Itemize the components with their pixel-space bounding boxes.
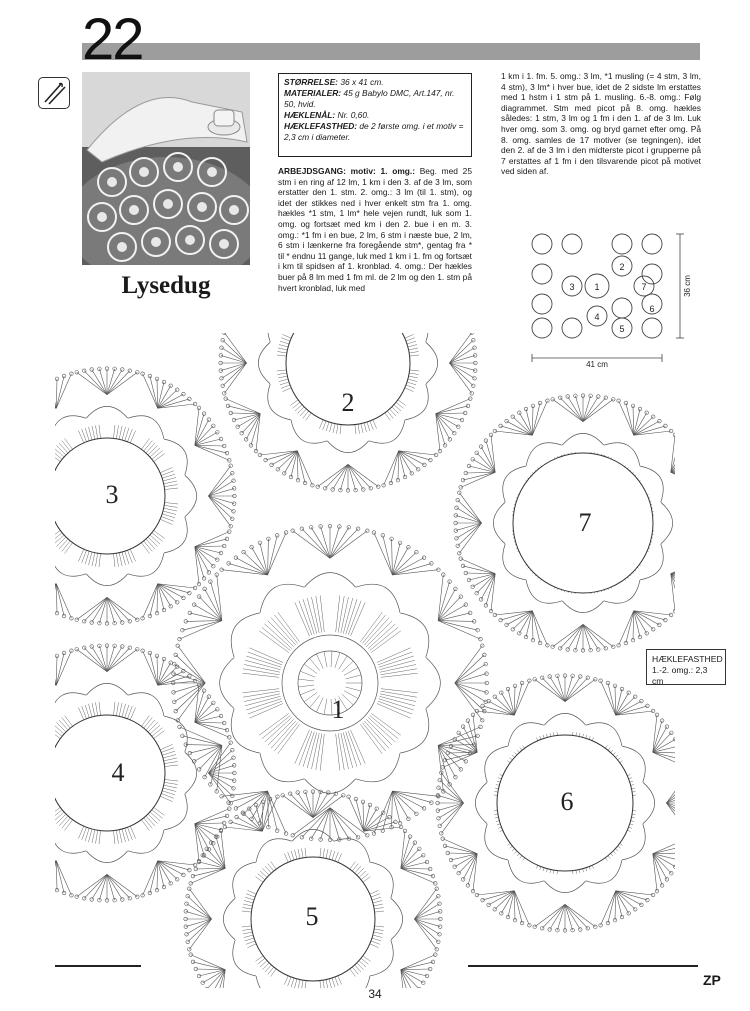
footer-rule-right	[468, 965, 698, 967]
mini-motif-7: 7	[641, 282, 647, 292]
height-label: 36 cm	[683, 275, 692, 297]
mini-motif-5: 5	[619, 324, 625, 334]
mini-motif-6: 6	[649, 304, 655, 314]
instructions-left-column	[278, 166, 472, 293]
header-bar	[82, 43, 700, 60]
crochet-chart	[55, 333, 675, 988]
size-value: 36 x 41 cm.	[340, 77, 384, 87]
motif-label-1: 1	[331, 695, 345, 724]
pattern-number: 22	[82, 7, 143, 72]
motif-label-4: 4	[111, 758, 125, 787]
motif-3	[55, 367, 236, 625]
gauge-value: 1.-2. omg.: 2,3 cm	[652, 665, 708, 686]
page-number: 34	[368, 987, 382, 1001]
gauge-title: HÆKLEFASTHED	[652, 654, 723, 664]
motif-6	[436, 674, 675, 932]
materials-label: MATERIALER:	[284, 88, 342, 98]
footer-rule-left	[55, 965, 141, 967]
motif-label-7: 7	[578, 508, 592, 537]
crochet-hook-icon	[38, 77, 70, 109]
hook-value: Nr. 0,60.	[337, 110, 370, 120]
gauge-value: de 2 første omg. i et motiv = 2,3 cm i diameter.	[284, 121, 464, 142]
corner-mark: ZP	[703, 972, 721, 988]
instructions-left-text: Beg. med 25 stm i en ring af 12 lm, 1 km i den 3. af de 3 lm, som erstatter den 1. stm. 2. omg.: 3 lm (til 1. stm), og idet der stikkes ned i hver enkelt stm fra 1. omg. hækles *1 stm, 1 lm* hele vejen rundt, luk som 1. omg. og fortsæt med km i den 2. bue i en m. 3. omg.: *1 fm i en bue, 2 lm, 6 stm i næste bue, 2 lm, 6 stm i lænkerne fra foregående stm*, gentag fra * til * endnu 11 gange, luk med 1 km i 1. fm og fortsæt i km til spidsen af 1. kronblad. 4. omg.: Der hækles buer på 8 lm med 1 fm ml. de 2 lm og den 1. stm på hvert kronblad, luk med	[278, 166, 472, 293]
motif-label-3: 3	[105, 480, 119, 509]
doily-photo	[82, 72, 250, 265]
motif-label-2: 2	[341, 388, 355, 417]
size-label: STØRRELSE:	[284, 77, 338, 87]
motif-label-6: 6	[560, 787, 574, 816]
hook-label: HÆKLENÅL:	[284, 110, 336, 120]
mini-motif-3: 3	[569, 282, 575, 292]
spec-box	[278, 73, 472, 157]
motif-1	[171, 524, 488, 841]
gauge-label: HÆKLEFASTHED:	[284, 121, 358, 131]
motif-7	[454, 394, 675, 652]
materials-value: 45 g Babylo DMC, Art.147, nr. 50, hvid.	[284, 88, 455, 109]
motif-5	[184, 790, 442, 988]
mini-motif-1: 1	[594, 282, 600, 292]
instructions-label: ARBEJDSGANG: motiv: 1. omg.:	[278, 166, 415, 176]
instructions-right-column: 1 km i 1. fm. 5. omg.: 3 lm, *1 musling (= 4 stm, 3 lm, 4 stm), 3 lm* i hver bue, idet de 2 sidste lm erstattes med 1 hstm i 1 stm på 1. musling. 6.-8. omg.: Følg diagrammet. Stm med picot på 8. omg. hækles således: 1 stm, 3 lm og 1 fm i den 1. af de 3 lm. Luk hver omg. som 3. omg. og bryd garnet efter omg. På 8. omg. samles de 17 motiver (se tegningen), idet den 2. af de 3 lm i den midterste picot i grupperne på 7 erstattes af 1 fm i den tilsvarende picot på motivet ved siden af.	[501, 71, 701, 177]
motif-label-5: 5	[305, 902, 319, 931]
mini-motif-2: 2	[619, 262, 625, 272]
motif-4	[55, 644, 236, 902]
pattern-title: Lysedug	[121, 272, 211, 299]
mini-motif-4: 4	[594, 312, 600, 322]
width-label: 41 cm	[586, 360, 608, 369]
